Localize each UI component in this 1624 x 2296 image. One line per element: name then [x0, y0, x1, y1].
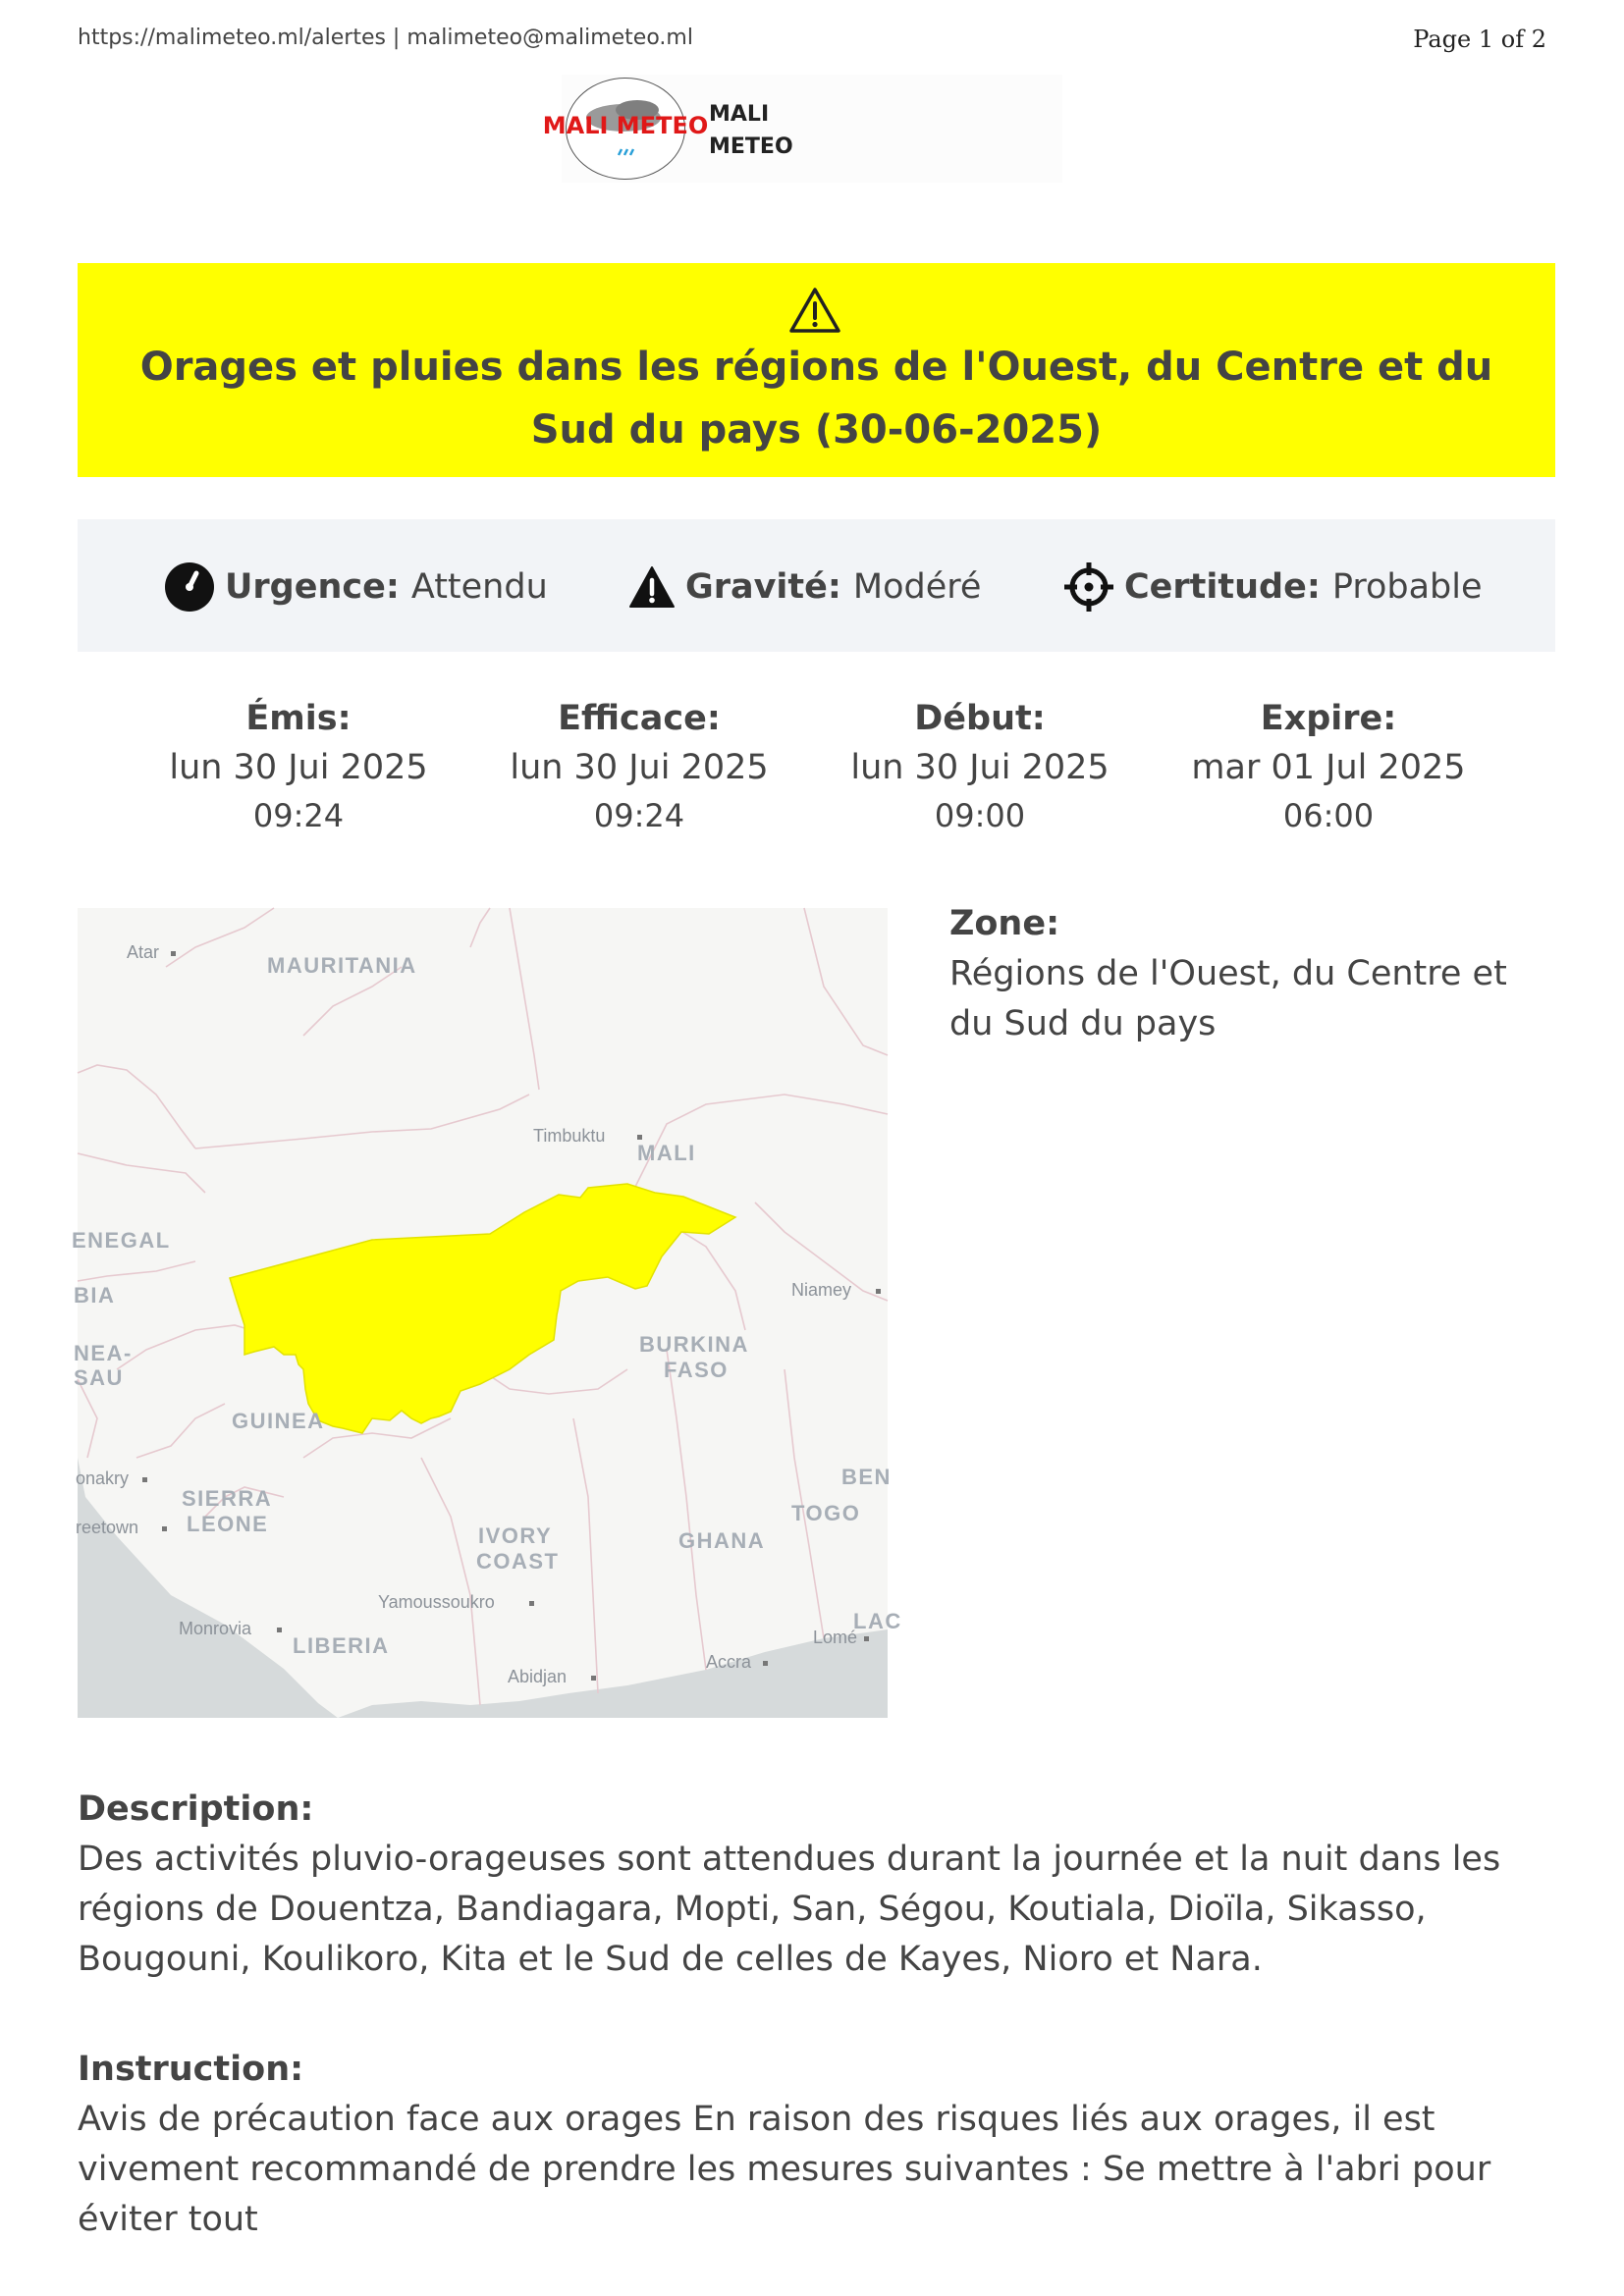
map-label: COAST [476, 1549, 560, 1574]
page-number: Page 1 of 2 [1413, 26, 1546, 53]
map-label: Atar [127, 942, 160, 962]
severity-item [628, 562, 981, 612]
clock-icon [164, 561, 215, 613]
warning-icon [628, 565, 676, 609]
zone-label: Zone: [949, 904, 1060, 943]
map-label: GHANA [678, 1528, 766, 1553]
header-contact[interactable]: https://malimeteo.ml/alertes | malimeteo@malimeteo.ml [78, 26, 693, 50]
instruction-label: Instruction: [78, 2050, 304, 2089]
time-value: 09:24 [593, 797, 685, 834]
map-label: Monrovia [179, 1619, 252, 1638]
map-label: reetown [76, 1518, 139, 1537]
ocean [338, 1629, 888, 1718]
date-value: mar 01 Jul 2025 [1191, 748, 1466, 787]
certainty-item [1063, 562, 1483, 612]
date-onset [833, 695, 1127, 838]
date-value: lun 30 Jui 2025 [169, 748, 428, 787]
date-label: Émis: [245, 699, 352, 738]
logo-badge-text: MALI METEO [542, 112, 709, 139]
alert-meta-strip [78, 519, 1555, 652]
warning-icon [788, 287, 841, 334]
map-label: Timbuktu [533, 1126, 606, 1146]
alert-title: Orages et pluies dans les régions de l'Ouest, du Centre et du Sud du pays (30-06-2025) [139, 345, 1493, 453]
map-label: Yamoussoukro [378, 1592, 495, 1612]
description-label: Description: [78, 1789, 314, 1829]
logo-line-1: MALI [709, 102, 770, 127]
alert-zone [230, 1184, 735, 1433]
date-issued [151, 695, 446, 838]
map-label: Abidjan [508, 1667, 568, 1686]
map-label: BURKINA [639, 1332, 749, 1357]
map-label: ENEGAL [72, 1228, 171, 1253]
instruction-section [78, 2044, 1560, 2245]
urgency-value: Attendu [410, 567, 548, 607]
map-label: onakry [76, 1468, 130, 1488]
map-label: SIERRA [182, 1486, 273, 1511]
time-value: 06:00 [1282, 797, 1375, 834]
instruction-text: Avis de précaution face aux orages En raison des risques liés aux orages, il est vivement recommandé de prendre les mesures suivantes : Se mettre à l'abri pour éviter tout [78, 2100, 1491, 2239]
time-value: 09:24 [252, 797, 345, 834]
logo [542, 75, 1062, 183]
map-label: IVORY [478, 1523, 553, 1548]
map-label: Niamey [791, 1280, 852, 1300]
logo-badge [542, 78, 709, 180]
time-value: 09:00 [934, 797, 1026, 834]
map-label: SAU [74, 1365, 124, 1390]
map-label: LAC [853, 1609, 902, 1633]
map-label: MAURITANIA [267, 953, 417, 978]
date-label: Efficace: [558, 699, 721, 738]
date-expires [1181, 695, 1476, 838]
alert-map[interactable] [72, 908, 902, 1718]
date-effective [492, 695, 786, 838]
date-value: lun 30 Jui 2025 [510, 748, 769, 787]
date-value: lun 30 Jui 2025 [850, 748, 1110, 787]
map-label: LEONE [187, 1512, 269, 1536]
certainty-label: Certitude: [1124, 567, 1321, 607]
crosshair-icon [1063, 561, 1114, 613]
map-label: Lomé [813, 1628, 858, 1647]
urgency-item [164, 562, 548, 612]
zone-text: Régions de l'Ouest, du Centre et du Sud du pays [949, 954, 1507, 1043]
map-label: BEN [841, 1465, 892, 1489]
certainty-value: Probable [1331, 567, 1483, 607]
alert-banner [78, 263, 1555, 477]
map-label: BIA [74, 1283, 116, 1308]
map-label: GUINEA [232, 1409, 325, 1433]
map-label: FASO [664, 1358, 729, 1382]
map-label: MALI [637, 1141, 696, 1165]
date-label: Expire: [1260, 699, 1397, 738]
severity-label: Gravité: [685, 567, 841, 607]
map-label: LIBERIA [293, 1633, 390, 1658]
severity-value: Modéré [852, 567, 982, 607]
date-label: Début: [914, 699, 1046, 738]
logo-line-2: METEO [709, 134, 793, 159]
map-label: Accra [706, 1652, 752, 1672]
description-section [78, 1784, 1560, 1985]
map-label: TOGO [791, 1501, 861, 1525]
description-text: Des activités pluvio-orageuses sont attendues durant la journée et la nuit dans les régions de Douentza, Bandiagara, Mopti, San, Ségou, Koutiala, Dioïla, Sikasso, Bougouni, Koulikoro, Kita et le Sud de celles de Kayes, Nioro et Nara. [78, 1840, 1501, 1979]
map-label: NEA- [74, 1341, 133, 1365]
zone-section [949, 898, 1558, 1049]
urgency-label: Urgence: [225, 567, 400, 607]
logo-cloud-icon [542, 79, 709, 179]
